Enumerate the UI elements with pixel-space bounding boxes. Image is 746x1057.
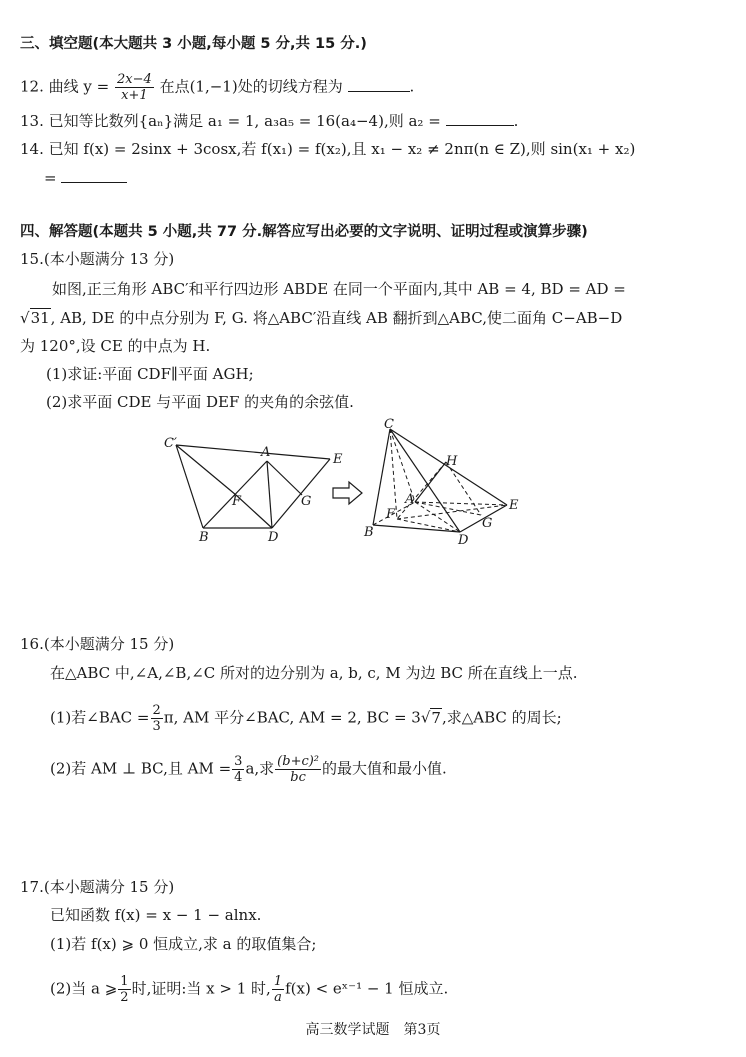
q16-heading: 16.(本小题满分 15 分) <box>20 635 175 653</box>
section-3-title: 三、填空题(本大题共 3 小题,每小题 5 分,共 15 分.) <box>20 36 367 52</box>
line-3d-b-d <box>373 525 460 532</box>
q15-line3: 为 120°,设 CE 的中点为 H. <box>20 337 211 355</box>
q17-p2-fraction: $\frac{1}{2}$ <box>120 974 129 1005</box>
q17-part2: (2)当 a ⩾ $\frac{1}{2}$ 时,证明:当 x > 1 时, $\frac{1}{a}$ f(x) < eˣ⁻¹ − 1 恒成立. <box>50 974 449 1005</box>
label-f: F <box>232 494 242 509</box>
label-3d-a: A <box>405 492 415 507</box>
line-3d-h-g <box>446 462 481 515</box>
question-12: 12. 曲线 y = $\frac{2x-4}{x+1}$ 在点(1,−1)处的切线方程为 . <box>20 72 415 103</box>
label-3d-e: E <box>509 498 519 513</box>
q16-part1: (1)若∠BAC = $\frac{2}{3}$ π, AM 平分∠BAC, AM = 2, BC = 3√7,求△ABC 的周长; <box>50 703 562 734</box>
label-c-prime: C′ <box>164 436 177 451</box>
line-3d-c-d <box>390 429 460 532</box>
q13-answer-blank[interactable] <box>446 111 514 126</box>
q16-p2-fraction: $\frac{3}{4}$ <box>234 754 243 785</box>
q12-fraction: $\frac{2x-4}{x+1}$ <box>117 72 152 103</box>
label-3d-c: C <box>384 417 394 432</box>
line-a-g <box>267 461 302 495</box>
q15-line2: √31, AB, DE 的中点分别为 F, G. 将△ABC′沿直线 AB 翻折到△ABC,使二面角 C−AB−D <box>20 309 623 327</box>
label-b: B <box>199 530 209 545</box>
line-3d-c-f <box>390 429 397 519</box>
label-3d-d: D <box>458 533 469 548</box>
q15-part2: (2)求平面 CDE 与平面 DEF 的夹角的余弦值. <box>46 393 354 411</box>
label-g: G <box>301 494 312 509</box>
page-footer: 高三数学试题 第3页 <box>305 1022 441 1038</box>
section-4-title: 四、解答题(本题共 5 小题,共 77 分.解答应写出必要的文字说明、证明过程或演算步骤) <box>20 224 588 240</box>
line-f-d <box>236 495 272 528</box>
q16-line1: 在△ABC 中,∠A,∠B,∠C 所对的边分别为 a, b, c, M 为边 BC 所在直线上一点. <box>50 664 578 682</box>
label-d: D <box>268 530 279 545</box>
q15-line1: 如图,正三角形 ABC′和平行四边形 ABDE 在同一个平面内,其中 AB = 4, BD = AD = <box>52 280 626 298</box>
label-3d-h: H <box>446 454 458 469</box>
question-13: 13. 已知等比数列{aₙ}满足 a₁ = 1, a₃a₅ = 16(a₄−4),则 a₂ = . <box>20 112 519 130</box>
label-e: E <box>333 452 343 467</box>
q17-line1: 已知函数 f(x) = x − 1 − alnx. <box>50 906 262 924</box>
question-14-line2: = <box>44 168 127 188</box>
label-3d-b: B <box>364 525 374 540</box>
q15-heading: 15.(本小题满分 13 分) <box>20 250 175 268</box>
q16-p1-fraction: $\frac{2}{3}$ <box>152 703 161 734</box>
q17-part1: (1)若 f(x) ⩾ 0 恒成立,求 a 的取值集合; <box>50 935 317 953</box>
q17-p2-coef: $\frac{1}{a}$ <box>273 974 283 1005</box>
q17-heading: 17.(本小题满分 15 分) <box>20 878 175 896</box>
question-14: 14. 已知 f(x) = 2sinx + 3cosx,若 f(x₁) = f(x₂),且 x₁ − x₂ ≠ 2nπ(n ∈ Z),则 sin(x₁ + x₂) <box>20 140 636 158</box>
line-c-f <box>176 445 236 495</box>
line-a-d <box>267 461 272 528</box>
q12-answer-blank[interactable] <box>348 77 410 92</box>
q16-part2: (2)若 AM ⊥ BC,且 AM = $\frac{3}{4}$ a,求 $\frac{\text{(b+c)²}}{bc}$ 的最大值和最小值. <box>50 754 447 785</box>
label-3d-f: F <box>386 507 396 522</box>
q16-p2-expression: $\frac{\text{(b+c)²}}{bc}$ <box>277 754 320 785</box>
line-c-e <box>176 445 330 459</box>
q14-answer-blank[interactable] <box>61 168 127 183</box>
transform-arrow-icon <box>333 482 362 504</box>
q15-part1: (1)求证:平面 CDF∥平面 AGH; <box>46 365 254 383</box>
label-a: A <box>261 445 271 460</box>
line-c-b <box>176 445 203 528</box>
label-3d-g: G <box>482 516 493 531</box>
q15-figure <box>150 415 540 550</box>
